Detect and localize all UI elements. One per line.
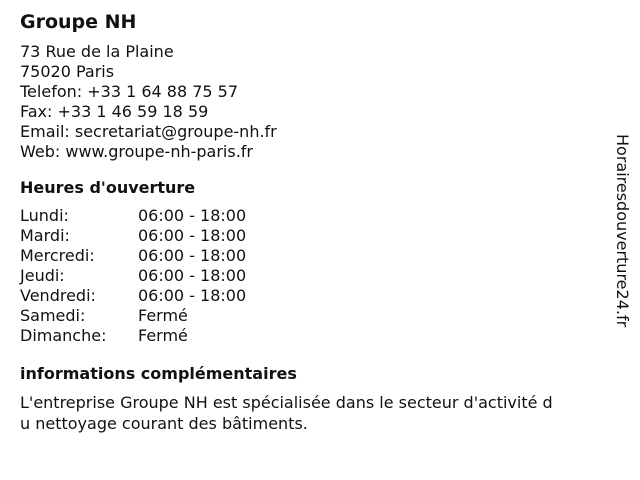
email-line: Email: secretariat@groupe-nh.fr — [20, 122, 277, 141]
hours-value: 06:00 - 18:00 — [138, 246, 247, 265]
day-label: Mercredi: — [20, 246, 95, 265]
company-name: Groupe NH — [20, 11, 137, 33]
company-description: L'entreprise Groupe NH est spécialisée dans le secteur d'activité du nettoyage courant des bâtiments. — [20, 393, 553, 433]
hours-table — [20, 206, 590, 346]
web-line: Web: www.groupe-nh-paris.fr — [20, 142, 253, 161]
day-label: Lundi: — [20, 206, 69, 225]
hours-value: 06:00 - 18:00 — [138, 226, 247, 245]
info-title: informations complémentaires — [20, 364, 297, 383]
hours-row — [20, 226, 590, 246]
hours-title: Heures d'ouverture — [20, 178, 196, 197]
site-watermark: Horairesdouverture24.fr — [613, 134, 632, 328]
hours-row — [20, 206, 590, 226]
phone-line: Telefon: +33 1 64 88 75 57 — [20, 82, 239, 101]
hours-row — [20, 246, 590, 266]
hours-value: Fermé — [138, 306, 188, 325]
hours-value: 06:00 - 18:00 — [138, 286, 247, 305]
day-label: Samedi: — [20, 306, 86, 325]
hours-row — [20, 286, 590, 306]
contact-block — [20, 42, 590, 162]
hours-row — [20, 266, 590, 286]
day-label: Jeudi: — [20, 266, 65, 285]
address-line-2: 75020 Paris — [20, 62, 115, 81]
day-label: Vendredi: — [20, 286, 96, 305]
hours-value: Fermé — [138, 326, 188, 345]
day-label: Mardi: — [20, 226, 70, 245]
hours-row — [20, 306, 590, 326]
address-line-1: 73 Rue de la Plaine — [20, 42, 174, 61]
hours-row — [20, 326, 590, 346]
hours-value: 06:00 - 18:00 — [138, 206, 247, 225]
day-label: Dimanche: — [20, 326, 107, 345]
hours-value: 06:00 - 18:00 — [138, 266, 247, 285]
fax-line: Fax: +33 1 46 59 18 59 — [20, 102, 209, 121]
company-card — [20, 10, 590, 434]
